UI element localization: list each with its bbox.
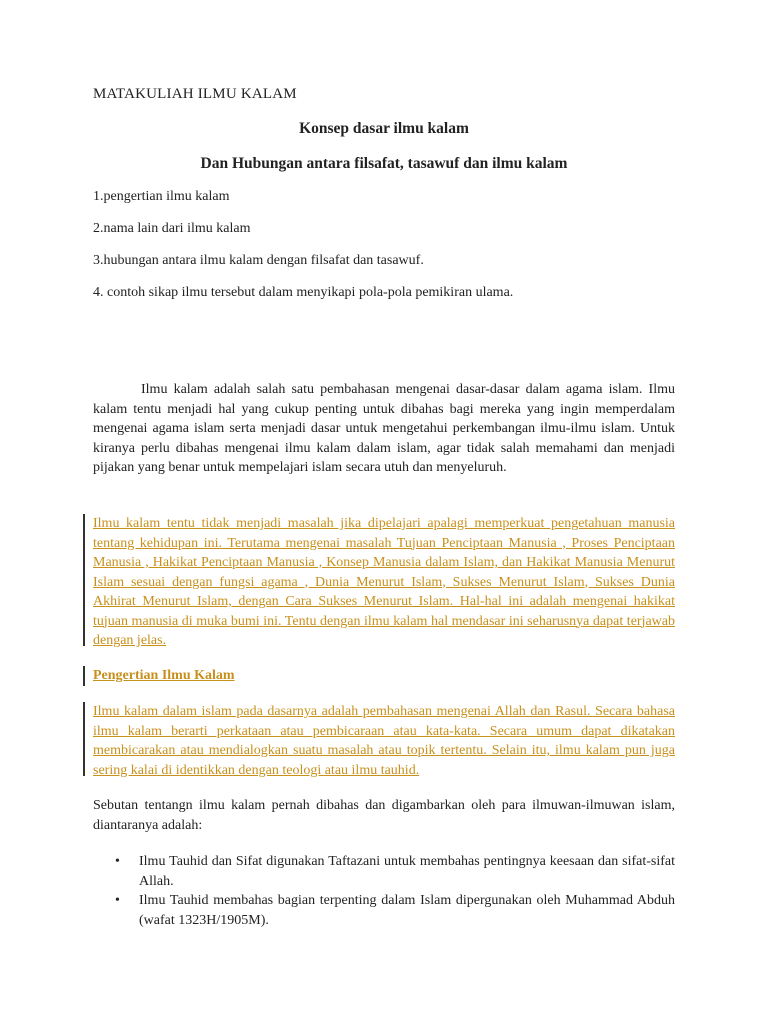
definition-paragraph: Ilmu kalam dalam islam pada dasarnya adalah pembahasan mengenai Allah dan Rasul. Secara bahasa ilmu kalam berarti perkataan atau pembicaraan atau kata-kata. Secara umum dapat dikatakan membicarakan atau mendialogkan suatu masalah atau topik tertentu. Selain itu, ilmu kalam pun juga sering kalai di identikkan dengan teologi atau ilmu tauhid.	[93, 704, 675, 778]
list-item	[93, 852, 675, 891]
document-subtitle: Dan Hubungan antara filsafat, tasawuf dan ilmu kalam	[200, 155, 568, 172]
intro-paragraph: Ilmu kalam adalah salah satu pembahasan mengenai dasar-dasar dalam agama islam. Ilmu kalam tentu menjadi hal yang cukup penting untuk dibahas bagi mereka yang ingin memperdalam mengenai agama islam serta menjadi dasar untuk mengetahui perkembangan ilmu-ilmu islam. Untuk kiranya perlu dibahas mengenai ilmu kalam dalam islam, agar tidak salah memahami dan menjadi pijakan yang benar untuk mempelajari islam secara utuh dan menyeluruh.	[93, 382, 675, 475]
list-item-text: Ilmu Tauhid membahas bagian terpenting dalam Islam dipergunakan oleh Muhammad Abduh (wafat 1323H/1905M).	[139, 893, 675, 928]
bullet-icon: •	[115, 893, 120, 908]
list-item: 1.pengertian ilmu kalam	[93, 189, 230, 204]
change-bar	[83, 666, 85, 686]
list-item: 3.hubungan antara ilmu kalam dengan filsafat dan tasawuf.	[93, 253, 424, 268]
change-bar	[83, 514, 85, 646]
change-bar	[83, 702, 85, 776]
list-item-text: Ilmu Tauhid dan Sifat digunakan Taftazani untuk membahas pentingnya keesaan dan sifat-sifat Allah.	[139, 854, 675, 889]
list-item: 2.nama lain dari ilmu kalam	[93, 221, 251, 236]
names-intro-paragraph: Sebutan tentangn ilmu kalam pernah dibahas dan digambarkan oleh para ilmuwan-ilmuwan islam, diantaranya adalah:	[93, 798, 675, 833]
names-list	[93, 852, 675, 930]
tracked-change-paragraph: Ilmu kalam tentu tidak menjadi masalah jika dipelajari apalagi memperkuat pengetahuan manusia tentang kehidupan ini. Terutama mengenai masalah Tujuan Penciptaan Manusia , Proses Penciptaan Manusia , Hakikat Penciptaan Manusia , Konsep Manusia dalam Islam, dan Hakikat Manusia Menurut Islam sesuai dengan fungsi agama , Dunia Menurut Islam, Sukses Menurut Islam, Sukses Dunia Akhirat Menurut Islam, dengan Cara Sukses Menurut Islam. Hal-hal ini adalah mengenai hakikat tujuan manusia di muka bumi ini. Tentu dengan ilmu kalam hal mendasar ini seharusnya dapat terjawab dengan jelas.	[93, 516, 675, 648]
topic-list	[93, 187, 513, 315]
list-item	[93, 891, 675, 930]
document-title: Konsep dasar ilmu kalam	[299, 120, 469, 137]
list-item: 4. contoh sikap ilmu tersebut dalam menyikapi pola-pola pemikiran ulama.	[93, 285, 514, 300]
course-heading: MATAKULIAH ILMU KALAM	[93, 86, 297, 102]
section-heading: Pengertian Ilmu Kalam	[93, 668, 235, 683]
bullet-icon: •	[115, 854, 120, 869]
